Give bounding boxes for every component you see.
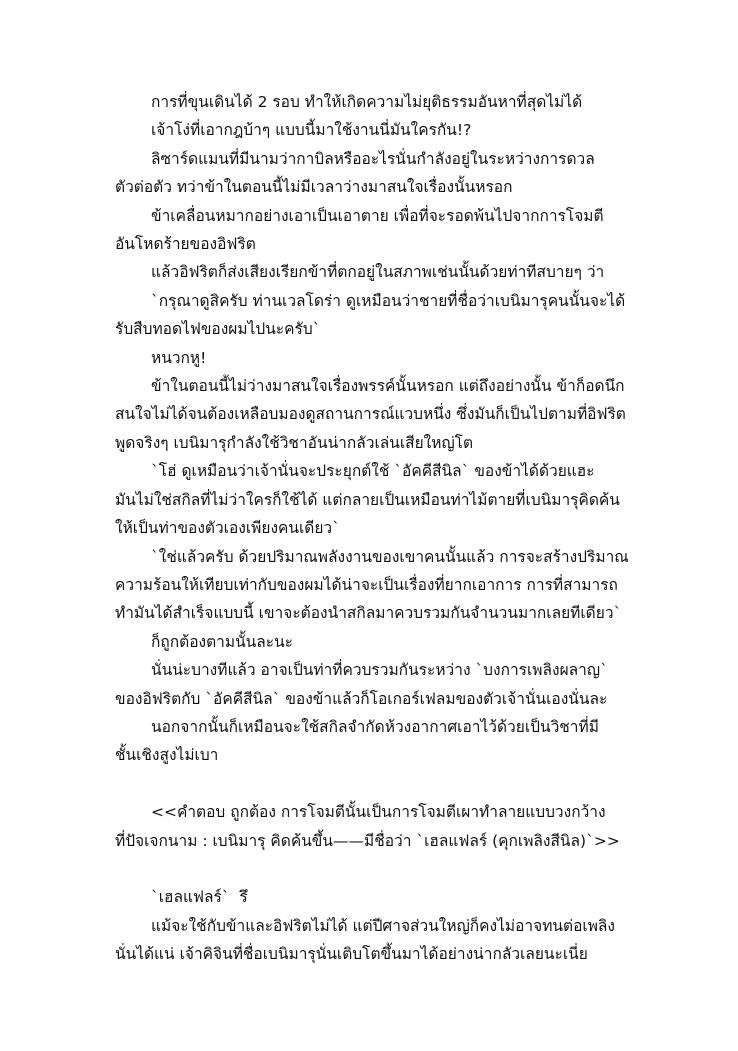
paragraph-line: อันโหดร้ายของอิฟริต [115, 235, 256, 254]
body-text [115, 88, 655, 969]
paragraph-line: ชั้นเชิงสูงไม่เบา [115, 746, 219, 765]
paragraph-line: หนวกหู! [151, 348, 207, 367]
paragraph-line: รับสืบทอดไฟของผมไปนะครับ` [115, 320, 321, 339]
blank-line [115, 770, 655, 798]
paragraph-line: นั่นได้แน่ เจ้าคิจินที่ชื่อเบนิมารุนั่นเติบโตขึ้นมาได้อย่างน่ากลัวเลยนะเนี่ย [115, 945, 588, 964]
paragraph-line: ของอิฟริตกับ `อัคคีสีนิล` ของข้าแล้วก็โอเกอร์เฟลมของตัวเจ้านั่นเองนั่นละ [115, 689, 608, 708]
paragraph-line: ลิซาร์ดแมนที่มีนามว่ากาบิลหรืออะไรนั่นกำลังอยู่ในระหว่างการดวล [151, 149, 595, 168]
paragraph-line: `เฮลแฟลร์` รึ [151, 888, 248, 907]
paragraph-line: ให้เป็นท่าของตัวเองเพียงคนเดียว` [115, 519, 340, 538]
paragraph-line: นอกจากนั้นก็เหมือนจะใช้สกิลจำกัดห้วงอากาศเอาไว้ด้วยเป็นวิชาที่มี [151, 717, 599, 736]
paragraph-line: `กรุณาดูสิครับ ท่านเวลโดร่า ดูเหมือนว่าชายที่ชื่อว่าเบนิมารุคนนั้นจะได้ [151, 291, 626, 310]
blank-line [115, 855, 655, 883]
paragraph-line: สนใจไม่ได้จนต้องเหลือบมองดูสถานการณ์แวบหนึ่ง ซึ่งมันก็เป็นไปตามที่อิฟริต [115, 405, 626, 424]
paragraph-line: ทำมันได้สำเร็จแบบนี้ เขาจะต้องนำสกิลมาควบรวมกันจำนวนมากเลยทีเดียว` [115, 604, 622, 623]
paragraph-line: พูดจริงๆ เบนิมารุกำลังใช้วิชาอันน่ากลัวเล่นเสียใหญ่โต [115, 433, 474, 452]
paragraph-line: นั่นน่ะบางทีแล้ว อาจเป็นท่าที่ควบรวมกันระหว่าง `บงการเพลิงผลาญ` [151, 661, 608, 680]
paragraph-line: `โฮ่ ดูเหมือนว่าเจ้านั่นจะประยุกต์ใช้ `อัคคีสีนิล` ของข้าได้ด้วยแฮะ [151, 462, 595, 481]
paragraph-line: แม้จะใช้กับข้าและอิฟริตไม่ได้ แต่ปีศาจส่วนใหญ่ก็คงไม่อาจทนต่อเพลิง [151, 916, 615, 935]
paragraph-line: แล้วอิฟริตก็ส่งเสียงเรียกข้าที่ตกอยู่ในสภาพเช่นนั้นด้วยท่าทีสบายๆ ว่า [151, 263, 605, 282]
paragraph-line: เจ้าโง่ที่เอากฎบ้าๆ แบบนี้มาใช้งานนี่มันใครกัน!? [151, 121, 472, 140]
system-message-line: ที่ปัจเจกนาม : เบนิมารุ คิดค้นขึ้น——มีชื่อว่า `เฮลแฟลร์ (คุกเพลิงสีนิล)`>> [115, 831, 620, 850]
paragraph-line: ตัวต่อตัว ทว่าข้าในตอนนี้ไม่มีเวลาว่างมาสนใจเรื่องนั้นหรอก [115, 178, 513, 197]
paragraph-line: ก็ถูกต้องตามนั้นละนะ [151, 632, 294, 651]
system-message-line: <<คำตอบ ถูกต้อง การโจมตีนั้นเป็นการโจมตีเผาทำลายแบบวงกว้าง [151, 803, 606, 822]
paragraph-line: ข้าในตอนนี้ไม่ว่างมาสนใจเรื่องพรรค์นั้นหรอก แต่ถึงอย่างนั้น ข้าก็อดนึก [151, 377, 625, 396]
paragraph-line: ข้าเคลื่อนหมากอย่างเอาเป็นเอาตาย เพื่อที่จะรอดพ้นไปจากการโจมตี [151, 206, 604, 225]
paragraph-line: มันไม่ใช่สกิลที่ไม่ว่าใครก็ใช้ได้ แต่กลายเป็นเหมือนท่าไม้ตายที่เบนิมารุคิดค้น [115, 490, 620, 509]
paragraph-line: การที่ขุนเดินได้ 2 รอบ ทำให้เกิดความไม่ยุติธรรมอันหาที่สุดไม่ได้ [151, 93, 583, 111]
paragraph-line: ความร้อนให้เทียบเท่ากับของผมได้น่าจะเป็นเรื่องที่ยากเอาการ การที่สามารถ [115, 575, 618, 594]
paragraph-line: `ใช่แล้วครับ ด้วยปริมาณพลังงานของเขาคนนั้นแล้ว การจะสร้างปริมาณ [151, 547, 629, 566]
